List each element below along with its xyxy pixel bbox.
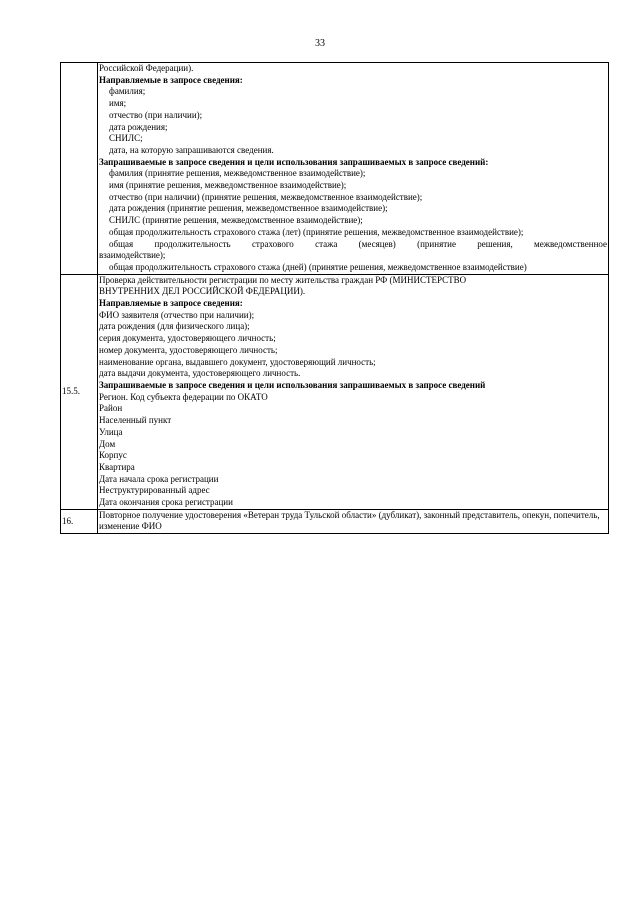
list-item: фамилия (принятие решения, межведомственное взаимодействие); (109, 168, 366, 179)
text-line: ВНУТРЕННИХ ДЕЛ РОССИЙСКОЙ ФЕДЕРАЦИИ). (99, 286, 306, 297)
list-item: дата рождения (для физического лица); (99, 321, 250, 332)
list-item: отчество (при наличии) (принятие решения, межведомственное взаимодействие); (109, 191, 423, 202)
row-content-cell (98, 509, 609, 533)
list-item: Регион. Код субъекта федерации по ОКАТО (99, 391, 268, 402)
table-row (61, 509, 609, 533)
row-description: Повторное получение удостоверения «Ветеран труда Тульской области» (дубликат), законный представитель, опекун, попечитель, изменение ФИО (99, 509, 600, 532)
row-content-cell (98, 274, 609, 509)
list-item: Дом (99, 438, 116, 449)
list-item: ФИО заявителя (отчество при наличии); (99, 309, 255, 320)
list-item: имя (принятие решения, межведомственное взаимодействие); (109, 180, 347, 191)
list-item: СНИЛС (принятие решения, межведомственное взаимодействие); (109, 215, 363, 226)
list-item: общая продолжительность страхового стажа (месяцев) (принятие решения, межведомственное (109, 238, 607, 249)
list-item: Дата начала срока регистрации (99, 473, 219, 484)
page-number: 33 (315, 38, 325, 49)
list-item: СНИЛС; (109, 133, 143, 144)
list-item: Дата окончания срока регистрации (99, 497, 233, 508)
list-item: дата рождения (принятие решения, межведомственное взаимодействие); (109, 203, 388, 214)
list-item: имя; (109, 98, 127, 109)
list-item: Квартира (99, 461, 135, 472)
text-line: Российской Федерации). (99, 63, 194, 73)
list-item: серия документа, удостоверяющего личность; (99, 333, 276, 344)
section-heading: Направляемые в запросе сведения: (99, 74, 243, 85)
section-heading: Запрашиваемые в запросе сведения и цели использования запрашиваемых в запросе сведений: (99, 156, 489, 167)
list-item: Улица (99, 426, 123, 437)
list-item: Район (99, 403, 123, 414)
list-item: общая продолжительность страхового стажа (лет) (принятие решения, межведомственное взаимодействие); (109, 226, 524, 237)
row-number-cell: 15.5. (61, 274, 98, 509)
list-item-continuation: взаимодействие); (99, 250, 166, 261)
section-heading: Направляемые в запросе сведения: (99, 298, 243, 309)
table-row (61, 274, 609, 509)
list-item: Неструктурированный адрес (99, 485, 210, 496)
services-table (60, 62, 609, 534)
list-item: дата, на которую запрашиваются сведения. (109, 144, 274, 155)
row-number-cell (61, 63, 98, 275)
section-heading: Запрашиваемые в запросе сведения и цели использования запрашиваемых в запросе сведений (99, 379, 486, 390)
row-number-cell: 16. (61, 509, 98, 533)
table-row (61, 63, 609, 275)
list-item: дата рождения; (109, 121, 168, 132)
list-item: наименование органа, выдавшего документ, удостоверяющий личность; (99, 356, 376, 367)
list-item: общая продолжительность страхового стажа (дней) (принятие решения, межведомственное взаимодействие) (109, 261, 527, 272)
list-item: Корпус (99, 450, 127, 461)
list-item: номер документа, удостоверяющего личность; (99, 344, 278, 355)
list-item: дата выдачи документа, удостоверяющего личность. (99, 368, 301, 379)
list-item: отчество (при наличии); (109, 109, 203, 120)
list-item: Населенный пункт (99, 415, 172, 426)
row-content-cell (98, 63, 609, 275)
text-line: Проверка действительности регистрации по месту жительства граждан РФ (МИНИСТЕРСТВО (99, 274, 467, 285)
list-item: фамилия; (109, 86, 146, 97)
